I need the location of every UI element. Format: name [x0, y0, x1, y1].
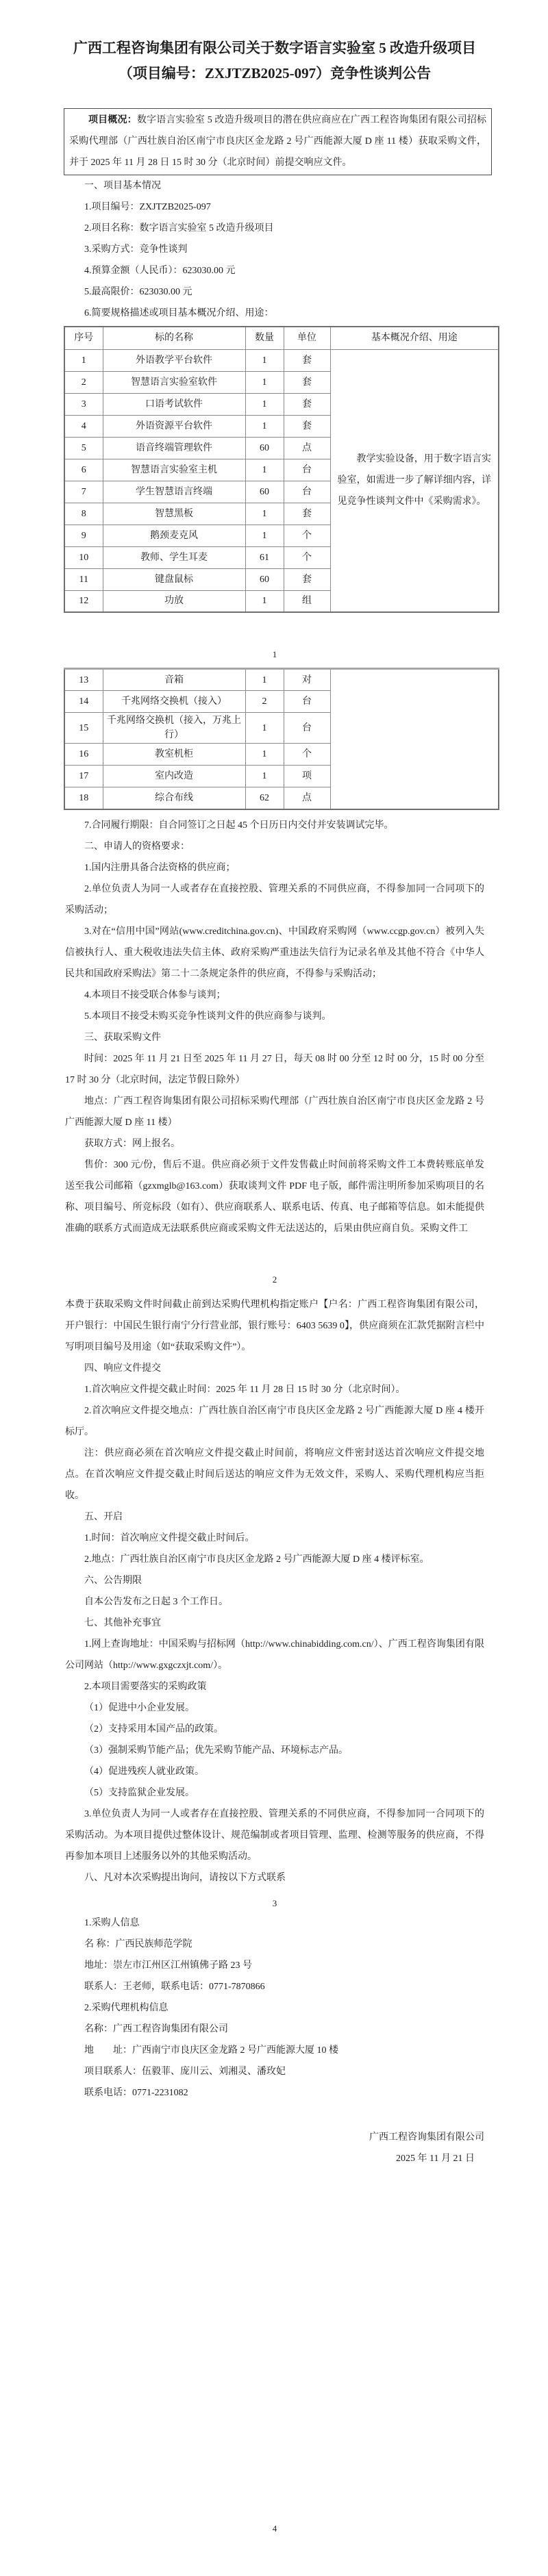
paragraph-line: 5.本项目不接受未购买竞争性谈判文件的供应商参与谈判。 — [84, 1011, 332, 1022]
section-contact-info — [65, 1912, 484, 2104]
cell-qty: 1 — [245, 371, 284, 393]
table-note-cell — [330, 349, 499, 612]
paragraph-line: 地 址：广西南宁市良庆区金龙路 2 号广西能源大厦 10 楼 — [84, 2045, 338, 2056]
cell-seq: 14 — [64, 691, 103, 713]
paragraph-line: 项目联系人：伍毅菲、庞川云、刘湘灵、潘玫妃 — [84, 2066, 286, 2077]
cell-seq: 9 — [64, 525, 103, 546]
page-number-2: 2 — [272, 1274, 277, 1285]
cell-name: 教师、学生耳麦 — [103, 546, 245, 568]
cell-seq: 1 — [64, 349, 103, 371]
paragraph-line: 名称：广西工程咨询集团有限公司 — [84, 2023, 228, 2034]
cell-seq: 4 — [64, 415, 103, 437]
paragraph-line: （2）支持采用本国产品的政策。 — [84, 1723, 223, 1734]
cell-seq: 7 — [64, 481, 103, 503]
cell-seq: 2 — [64, 371, 103, 393]
paragraph-line: （3）强制采购节能产品；优先采购节能产品、环境标志产品。 — [84, 1745, 348, 1756]
cell-unit: 点 — [284, 437, 330, 459]
table-row — [64, 349, 499, 371]
cell-unit: 套 — [284, 568, 330, 590]
cell-unit: 台 — [284, 459, 330, 481]
cell-qty: 1 — [245, 590, 284, 612]
cell-seq: 17 — [64, 766, 103, 787]
paragraph-line: 注：供应商必须在首次响应文件提交截止时间前，将响应文件密封送达首次响应文件提交地点。在首次响应文件提交截止时间后送达的响应文件为无效文件，采购人、采购代理机构应当拒收。 — [65, 1448, 484, 1501]
paragraph-line: 联系人：王老师，联系电话：0771-7870866 — [84, 1981, 265, 1992]
paragraph-line: 3.采购方式：竞争性谈判 — [84, 244, 188, 255]
signature-block — [65, 2127, 484, 2169]
cell-name: 智慧语言实验室软件 — [103, 371, 245, 393]
paragraph-line: 2.地点：广西壮族自治区南宁市良庆区金龙路 2 号广西能源大厦 D 座 4 楼评标室。 — [84, 1554, 429, 1565]
paragraph-line: （1）促进中小企业发展。 — [84, 1702, 195, 1713]
cell-seq: 18 — [64, 787, 103, 809]
cell-qty: 1 — [245, 744, 284, 766]
cell-seq: 15 — [64, 713, 103, 744]
cell-qty: 60 — [245, 481, 284, 503]
section-heading: 二、申请人的资格要求： — [84, 841, 190, 852]
cell-qty: 60 — [245, 568, 284, 590]
paragraph-line: 时间：2025 年 11 月 21 日至 2025 年 11 月 27 日，每天 08 时 00 分至 12 时 00 分，15 时 00 分至 17 时 30 分（北京时间，法定节假日除外） — [65, 1053, 484, 1085]
table-header-row — [64, 327, 499, 349]
paragraph-line: 4.预算金额（人民币）：623030.00 元 — [84, 266, 236, 276]
paragraph-line: 1.项目编号：ZXJTZB2025-097 — [84, 202, 211, 212]
paragraph-line: 2.本项目需要落实的采购政策 — [84, 1681, 207, 1692]
cell-name: 教室机柜 — [103, 744, 245, 766]
paragraph-line: 4.本项目不接受联合体参与谈判； — [84, 989, 226, 1000]
cell-unit: 台 — [284, 713, 330, 744]
cell-name: 音箱 — [103, 669, 245, 691]
signature-company: 广西工程咨询集团有限公司 — [369, 2132, 484, 2143]
project-overview-text: 项目概况：数字语言实验室 5 改造升级项目的潜在供应商应在广西工程咨询集团有限公司招标采购代理部（广西壮族自治区南宁市良庆区金龙路 2 号广西能源大厦 D 座 11 楼）获取采购文件，并于 2025 年 11 月 28 日 15 时 30 分（北京时间）前提交响应文件。 — [69, 115, 487, 168]
section-qualification-and-documents — [65, 815, 484, 1239]
page-title-line2: （项目编号：ZXJTZB2025-097）竞争性谈判公告 — [118, 65, 432, 81]
cell-name: 语音终端管理软件 — [103, 437, 245, 459]
cell-name: 千兆网络交换机（接入，万兆上行） — [103, 713, 245, 744]
paragraph-line: 2.采购代理机构信息 — [84, 2002, 169, 2013]
paragraph-line: 3.对在“信用中国”网站(www.creditchina.gov.cn)、中国政府采购网（www.ccgp.gov.cn）被列入失信被执行人、重大税收违法失信主体、政府采购严重违法失信行为记录名单及其他不符合《中华人民共和国政府采购法》第二十二条规定条件的供应商，不得参与采购活动； — [65, 926, 484, 979]
cell-unit: 套 — [284, 415, 330, 437]
cell-unit: 对 — [284, 669, 330, 691]
cell-name: 功放 — [103, 590, 245, 612]
cell-unit: 套 — [284, 393, 330, 415]
page-title-line1: 广西工程咨询集团有限公司关于数字语言实验室 5 改造升级项目 — [73, 40, 476, 56]
signature-date: 2025 年 11 月 21 日 — [396, 2153, 475, 2164]
cell-unit: 个 — [284, 744, 330, 766]
paragraph-line: 本费于获取采购文件时间截止前到达采购代理机构指定账户【户名：广西工程咨询集团有限公司，开户银行：中国民生银行南宁分行营业部，银行账号：6403 5639 0】，供应商须在汇款凭据附言栏中写明项目编号及用途（如“获取采购文件”）。 — [65, 1299, 484, 1352]
cell-qty: 1 — [245, 349, 284, 371]
cell-unit: 套 — [284, 503, 330, 525]
paragraph-line: （5）支持监狱企业发展。 — [84, 1787, 195, 1798]
project-overview-box — [64, 108, 492, 175]
cell-name: 千兆网络交换机（接入） — [103, 691, 245, 713]
cell-unit: 套 — [284, 349, 330, 371]
paragraph-line: 7.合同履行期限：自合同签订之日起 45 个日历日内交付并安装调试完毕。 — [84, 820, 394, 831]
cell-qty: 1 — [245, 766, 284, 787]
col-header-seq: 序号 — [64, 327, 103, 349]
cell-qty: 62 — [245, 787, 284, 809]
cell-seq: 13 — [64, 669, 103, 691]
paragraph-line: 1.网上查询地址：中国采购与招标网（http://www.chinabidding.com.cn/）、广西工程咨询集团有限公司网站（http://www.gxgczxjt.com/）。 — [65, 1639, 484, 1671]
section-heading: 一、项目基本情况 — [84, 181, 161, 191]
cell-unit: 项 — [284, 766, 330, 787]
col-header-qty: 数量 — [245, 327, 284, 349]
table-row — [64, 669, 499, 691]
cell-qty: 1 — [245, 525, 284, 546]
paragraph-line: 1.国内注册具备合法资格的供应商； — [84, 862, 236, 873]
cell-seq: 6 — [64, 459, 103, 481]
cell-name: 综合布线 — [103, 787, 245, 809]
paragraph-line: 2.首次响应文件提交地点：广西壮族自治区南宁市良庆区金龙路 2 号广西能源大厦 D 座 4 楼开标厅。 — [65, 1405, 484, 1437]
paragraph-line: 自本公告发布之日起 3 个工作日。 — [84, 1596, 228, 1607]
section-heading: 四、响应文件提交 — [84, 1363, 161, 1374]
items-table-part1 — [64, 326, 499, 613]
cell-seq: 11 — [64, 568, 103, 590]
paragraph-line: 地址：崇左市江州区江州镇佛子路 23 号 — [84, 1960, 252, 1971]
cell-qty: 1 — [245, 393, 284, 415]
cell-unit: 个 — [284, 546, 330, 568]
cell-seq: 10 — [64, 546, 103, 568]
paragraph-line: 1.采购人信息 — [84, 1917, 140, 1928]
cell-seq: 12 — [64, 590, 103, 612]
paragraph-line: 2.项目名称：数字语言实验室 5 改造升级项目 — [84, 223, 274, 233]
cell-name: 智慧语言实验室主机 — [103, 459, 245, 481]
cell-seq: 3 — [64, 393, 103, 415]
cell-qty: 1 — [245, 503, 284, 525]
paragraph-line: （4）促进残疾人就业政策。 — [84, 1766, 204, 1777]
cell-unit: 个 — [284, 525, 330, 546]
paragraph-line: 地点：广西工程咨询集团有限公司招标采购代理部（广西壮族自治区南宁市良庆区金龙路 2 号广西能源大厦 D 座 11 楼） — [65, 1096, 484, 1128]
cell-seq: 5 — [64, 437, 103, 459]
cell-seq: 16 — [64, 744, 103, 766]
cell-name: 键盘鼠标 — [103, 568, 245, 590]
section-heading: 八、凡对本次采购提出询问，请按以下方式联系 — [84, 1872, 286, 1883]
section-heading: 五、开启 — [84, 1511, 123, 1522]
paragraph-line: 6.简要规格描述或项目基本概况介绍、用途： — [84, 308, 274, 318]
cell-name: 口语考试软件 — [103, 393, 245, 415]
paragraph-line: 3.单位负责人为同一人或者存在直接控股、管理关系的不同供应商，不得参加同一合同项下的采购活动。为本项目提供过整体设计、规范编制或者项目管理、监理、检测等服务的供应商，不得再参加本项目上述服务以外的其他采购活动。 — [65, 1808, 484, 1862]
page-number-1: 1 — [272, 649, 277, 659]
cell-unit: 组 — [284, 590, 330, 612]
cell-name: 外语教学平台软件 — [103, 349, 245, 371]
section-heading: 六、公告期限 — [84, 1575, 142, 1586]
paragraph-line: 名 称：广西民族师范学院 — [84, 1939, 192, 1949]
cell-qty: 1 — [245, 669, 284, 691]
cell-unit: 套 — [284, 371, 330, 393]
paragraph-line: 2.单位负责人为同一人或者存在直接控股、管理关系的不同供应商，不得参加同一合同项下的采购活动； — [65, 883, 484, 916]
cell-unit: 台 — [284, 481, 330, 503]
cell-name: 智慧黑板 — [103, 503, 245, 525]
section-basic-info — [65, 175, 484, 324]
items-table-part2 — [64, 668, 499, 810]
section-submission-and-policies — [65, 1294, 484, 1883]
page-number-3: 3 — [272, 1897, 277, 1908]
cell-qty: 60 — [245, 437, 284, 459]
paragraph-line: 1.时间：首次响应文件提交截止时间后。 — [84, 1532, 255, 1543]
paragraph-line: 5.最高限价：623030.00 元 — [84, 287, 192, 297]
project-overview-label: 项目概况： — [88, 115, 137, 125]
paragraph-line: 获取方式：网上报名。 — [84, 1138, 180, 1149]
paragraph-line: 联系电话：0771-2231082 — [84, 2087, 188, 2098]
col-header-name: 标的名称 — [103, 327, 245, 349]
col-header-unit: 单位 — [284, 327, 330, 349]
page-number-4: 4 — [272, 2523, 277, 2534]
items-table-header — [64, 327, 499, 349]
cell-name: 学生智慧语言终端 — [103, 481, 245, 503]
section-heading: 七、其他补充事宜 — [84, 1617, 161, 1628]
col-header-overview: 基本概况介绍、用途 — [330, 327, 499, 349]
cell-qty: 61 — [245, 546, 284, 568]
cell-name: 外语资源平台软件 — [103, 415, 245, 437]
cell-qty: 1 — [245, 415, 284, 437]
cell-seq: 8 — [64, 503, 103, 525]
table-note-cell — [330, 669, 499, 809]
paragraph-line: 1.首次响应文件提交截止时间：2025 年 11 月 28 日 15 时 30 分（北京时间）。 — [84, 1384, 406, 1395]
cell-qty: 2 — [245, 691, 284, 713]
cell-qty: 1 — [245, 713, 284, 744]
cell-qty: 1 — [245, 459, 284, 481]
table-note-text: 教学实验设备，用于数字语言实验室，如需进一步了解详细内容，详见竞争性谈判文件中《采购需求》。 — [337, 454, 491, 507]
cell-unit: 台 — [284, 691, 330, 713]
cell-name: 室内改造 — [103, 766, 245, 787]
page-title — [65, 0, 484, 86]
section-heading: 三、获取采购文件 — [84, 1032, 161, 1043]
cell-unit: 点 — [284, 787, 330, 809]
cell-name: 鹅颈麦克风 — [103, 525, 245, 546]
paragraph-line: 售价：300 元/份，售后不退。供应商必须于文件发售截止时间前将采购文件工本费转账底单发送至我公司邮箱（gzxmglb@163.com）获取谈判文件 PDF 电子版，邮件需注明所参加采购项目的名称、项目编号、所竞标段（如有）、供应商联系人、联系电话、传真、电子邮箱等信息。如未能提供准确的联系方式而造成无法联系供应商或采购文件无法送达的，后果由供应商自负。采购文件工 — [65, 1159, 484, 1234]
